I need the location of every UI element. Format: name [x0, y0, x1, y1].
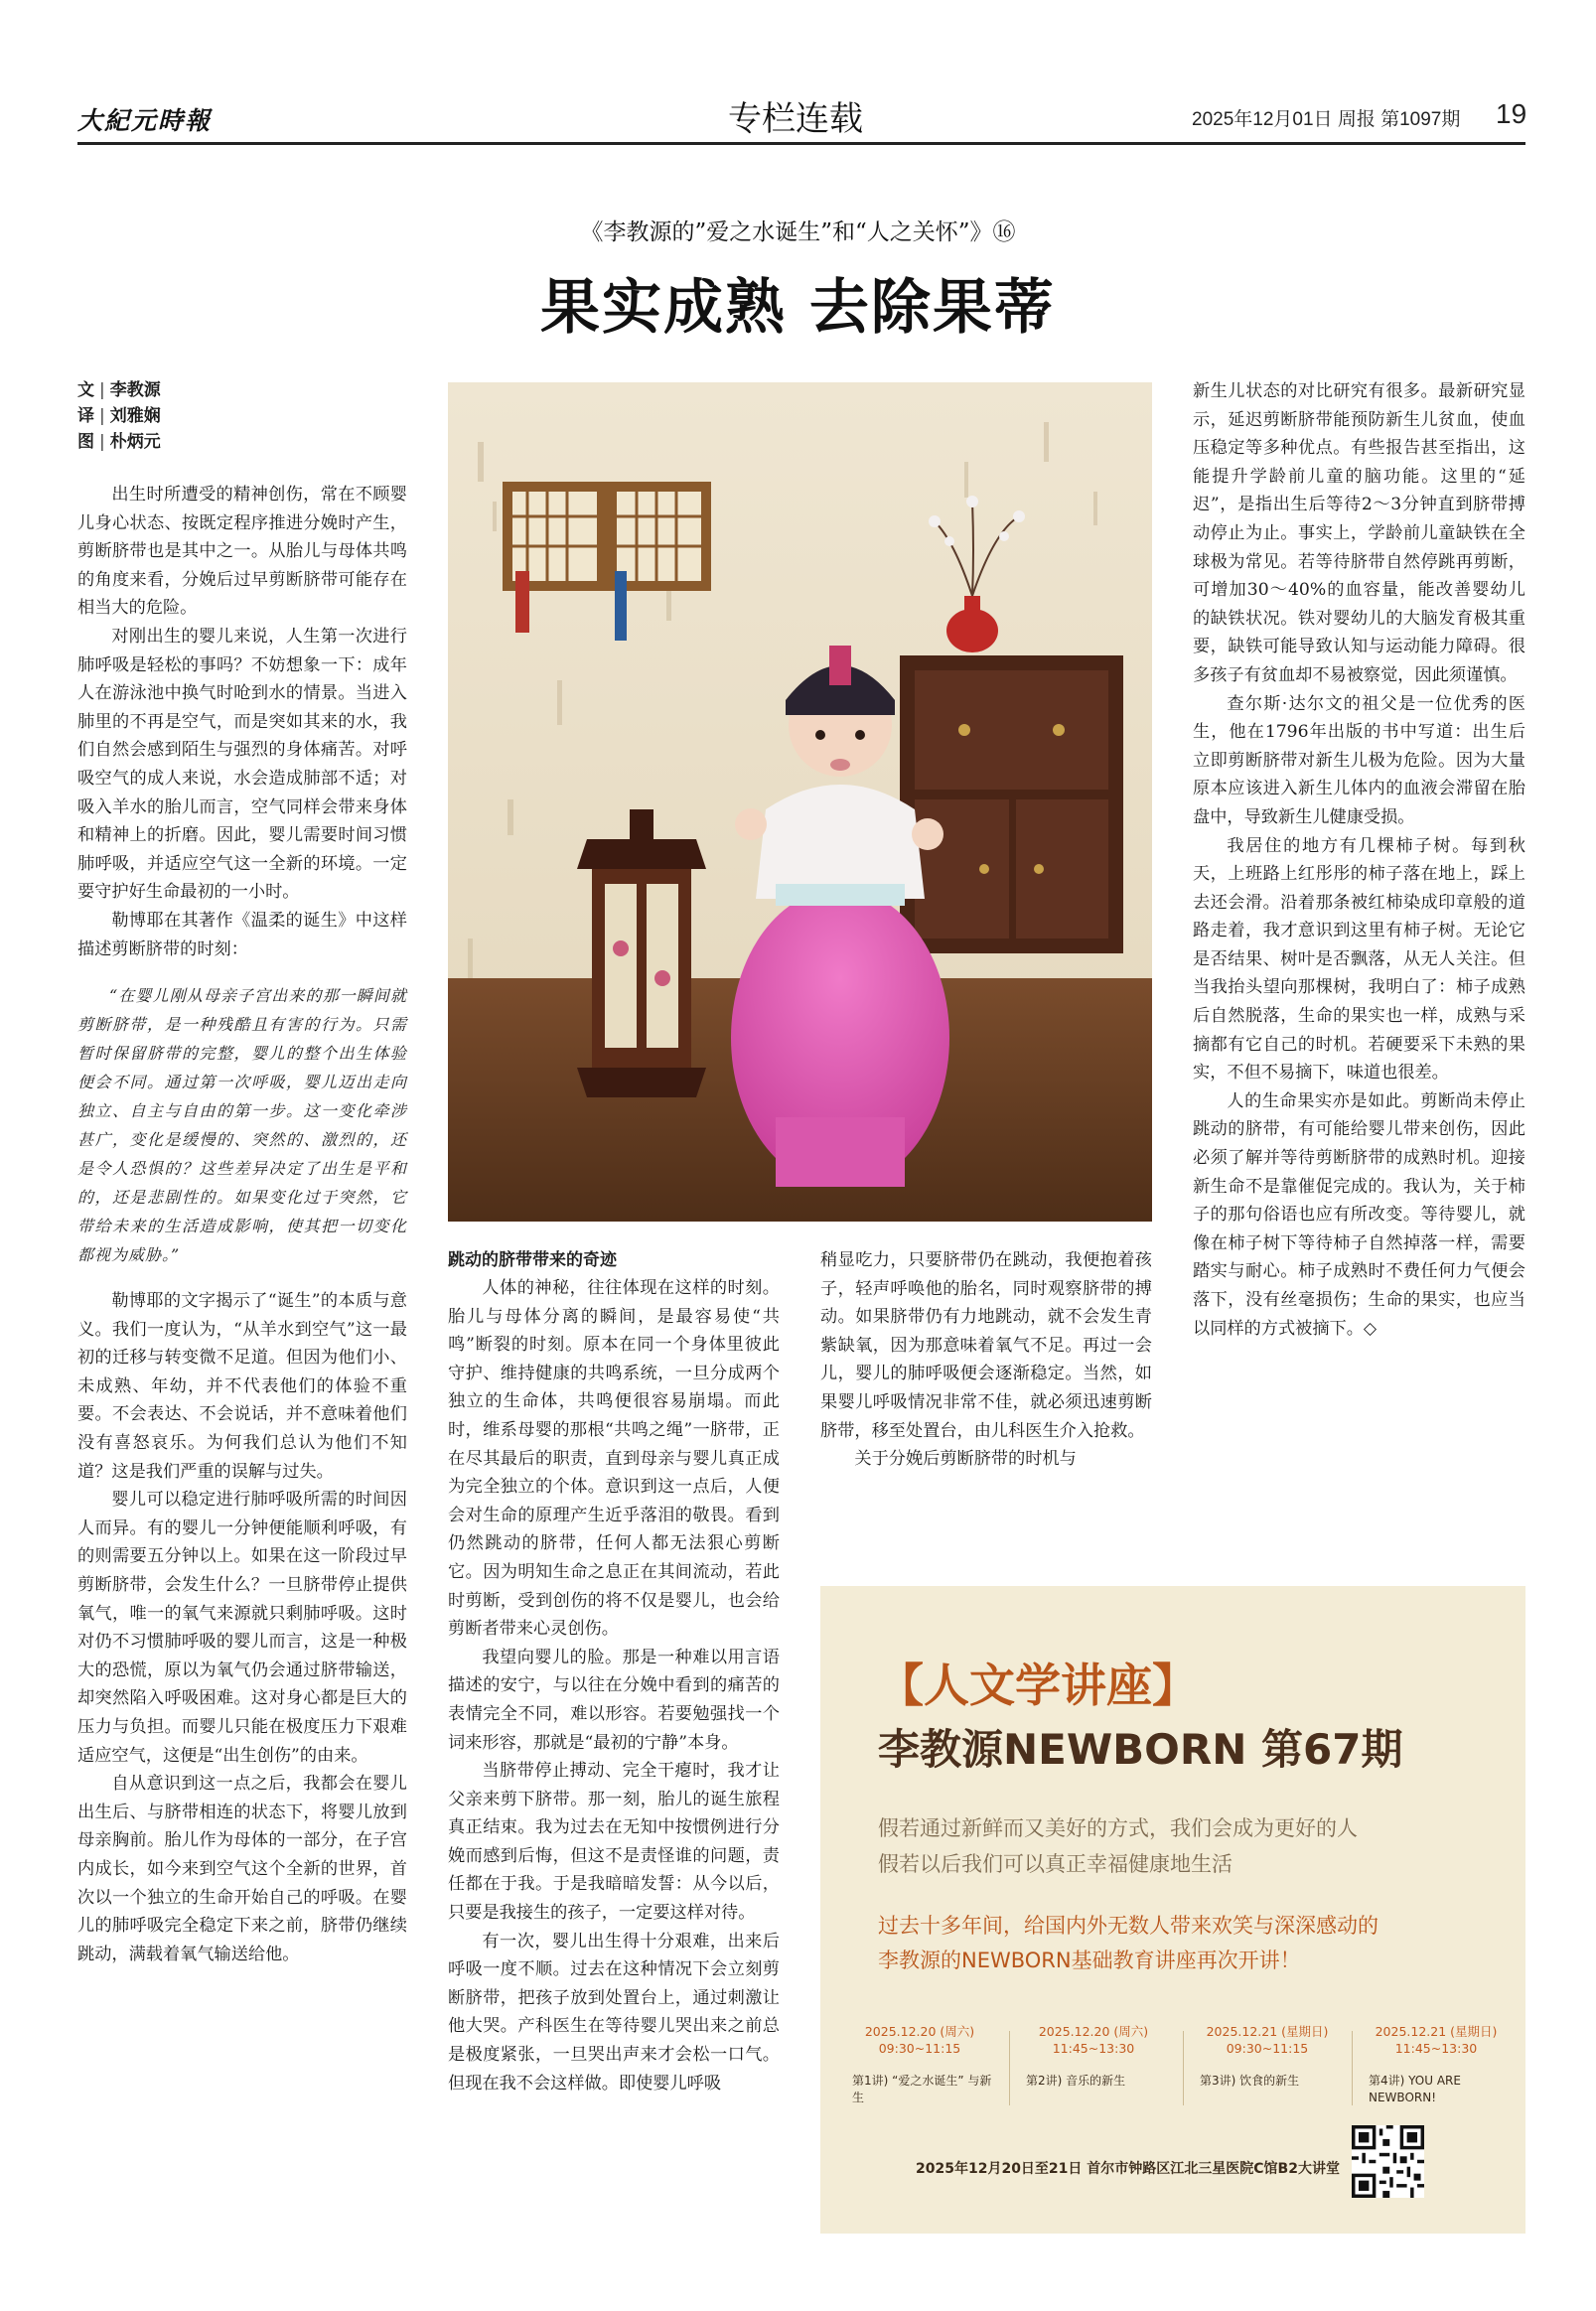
- paragraph: 新生儿状态的对比研究有很多。最新研究显示，延迟剪断脐带能预防新生儿贫血，使血压稳定等多种优点。有些报告甚至指出，这能提升学龄前儿童的脑功能。这里的“延迟”，是指出生后等待2～3分钟直到脐带搏动停止为止。事实上，学龄前儿童缺铁在全球极为常见。若等待脐带自然停跳再剪断，可增加30～40%的血容量，能改善婴幼儿的缺铁状况。铁对婴幼儿的大脑发育极其重要，缺铁可能导致认知与运动能力障碍。很多孩子有贫血却不易被察觉，因此须谨慎。: [1193, 381, 1525, 685]
- session-divider: [1352, 2031, 1353, 2105]
- paragraph: 人体的神秘，往往体现在这样的时刻。胎儿与母体分离的瞬间，是最容易使“共鸣”断裂的时刻。原本在同一个身体里彼此守护、维持健康的共鸣系统，一旦分成两个独立的生命体，共鸣便很容易崩塌。而此时，维系母婴的那根“共鸣之绳”一脐带，正在尽其最后的职责，直到母亲与婴儿真正成为完全独立的个体。意识到这一点后，人便会对生命的原理产生近乎落泪的敬畏。看到仍然跳动的脐带，任何人都无法狠心剪断它。因为明知生命之息正在其间流动，若此时剪断，受到创伤的将不仅是婴儿，也会给剪断者带来心灵创伤。: [448, 1278, 780, 1640]
- ad-announcement: 李教源的NEWBORN基础教育讲座再次开讲！: [878, 1949, 1301, 1972]
- paragraph: 对刚出生的婴儿来说，人生第一次进行肺呼吸是轻松的事吗？不妨想象一下：成年人在游泳池中换气时呛到水的情景。当进入肺里的不再是空气，而是突如其来的水，我们自然会感到陌生与强烈的身体痛苦。对呼吸空气的成人来说，水会造成肺部不适；对吸入羊水的胎儿而言，空气同样会带来身体和精神上的折磨。因此，婴儿需要时间习惯肺呼吸，并适应空气这一全新的环境。一定要守护好生命最初的一小时。: [77, 626, 407, 903]
- block-quote: “在婴儿刚从母亲子宫出来的那一瞬间就剪断脐带，是一种残酷且有害的行为。只需暂时保留脐带的完整，婴儿的整个出生体验便会不同。通过第一次呼吸，婴儿迈出走向独立、自主与自由的第一步。这一变化牵涉甚广，变化是缓慢的、突然的、激烈的，还是令人恐惧的？这些差异决定了出生是平和的，还是悲剧性的。如果变化过于突然，它带给未来的生活造成影响，使其把一切变化都视为威胁。”: [77, 986, 407, 1265]
- ad-venue: 2025年12月20日至21日 首尔市钟路区江北三星医院C馆B2大讲堂: [916, 2161, 1340, 2177]
- qr-code-icon[interactable]: [1352, 2125, 1424, 2198]
- session-divider: [1183, 2031, 1184, 2105]
- lecture-advertisement[interactable]: [820, 1586, 1525, 2234]
- paragraph: 勒博耶在其著作《温柔的诞生》中这样描述剪断脐带的时刻：: [77, 910, 407, 959]
- credit-translator: 译 | 刘雅娴: [77, 406, 161, 426]
- paragraph: 勒博耶的文字揭示了“诞生”的本质与意义。我们一度认为，“从羊水到空气”这一最初的迁移与转变微不足道。但因为他们小、未成熟、年幼，并不代表他们的体验不重要。不会表达、不会说话，并不意味着他们没有喜怒哀乐。为何我们总认为他们不知道？这是我们严重的误解与过失。: [77, 1291, 407, 1482]
- ad-title: 【人文学讲座】: [878, 1659, 1198, 1712]
- paragraph: 当脐带停止搏动、完全干瘪时，我才让父亲来剪下脐带。那一刻，胎儿的诞生旅程真正结束。我为过去在无知中按惯例进行分娩而感到后悔，但这不是责怪谁的问题，责任都在于我。于是我暗暗发誓：从今以后，只要是我接生的孩子，一定要这样对待。: [448, 1761, 780, 1924]
- paragraph: 有一次，婴儿出生得十分艰难，出来后呼吸一度不顺。过去在这种情况下会立刻剪断脐带，把孩子放到处置台上，通过刺激让他大哭。产科医生在等待婴儿哭出来之前总是极度紧张，一旦哭出声来才会松一口气。但现在我不会这样做。即使婴儿呼吸: [448, 1931, 780, 2094]
- masthead-logo: 大紀元時報: [77, 106, 213, 135]
- article-column-3: [820, 1246, 1152, 1474]
- paragraph: 出生时所遭受的精神创伤，常在不顾婴儿身心状态、按既定程序推进分娩时产生，剪断脐带也是其中之一。从胎儿与母体共鸣的角度来看，分娩后过早剪断脐带可能存在相当大的危险。: [77, 485, 407, 619]
- paragraph: 自从意识到这一点之后，我都会在婴儿出生后、与脐带相连的状态下，将婴儿放到母亲胸前。胎儿作为母体的一部分，在子宫内成长，如今来到空气这个全新的世界，首次以一个独立的生命开始自己的呼吸。在婴儿的肺呼吸完全稳定下来之前，脐带仍继续跳动，满载着氧气输送给他。: [77, 1774, 407, 1964]
- paragraph: 人的生命果实亦是如此。剪断尚未停止跳动的脐带，有可能给婴儿带来创伤，因此必须了解并等待剪断脐带的成熟时机。迎接新生命不是靠催促完成的。我认为，关于柿子的那句俗语也应有所改变。等待婴儿，就像在柿子树下等待柿子自然掉落一样，需要踏实与耐心。柿子成熟时不费任何力气便会落下，没有丝毫损伤；生命的果实，也应当以同样的方式被摘下。◇: [1193, 1090, 1525, 1339]
- article-column-1: [77, 377, 407, 1968]
- ad-subtitle: 李教源NEWBORN 第67期: [878, 1725, 1403, 1774]
- paragraph: 稍显吃力，只要脐带仍在跳动，我便抱着孩子，轻声呼唤他的胎名，同时观察脐带的搏动。如果脐带仍有力地跳动，就不会发生青紫缺氧，因为那意味着氧气不足。再过一会儿，婴儿的肺呼吸便会逐渐稳定。当然，如果婴儿呼吸情况非常不佳，就必须迅速剪断脐带，移至处置台，由儿科医生介入抢救。: [820, 1250, 1152, 1441]
- article-column-2: [448, 1246, 780, 2097]
- paragraph: 我望向婴儿的脸。那是一种难以用言语描述的安宁，与以往在分娩中看到的痛苦的表情完全不同，难以形容。若要勉强找一个词来形容，那就是“最初的宁静”本身。: [448, 1647, 780, 1753]
- credit-author: 文 | 李教源: [77, 380, 161, 400]
- headline: 果实成熟 去除果蒂: [540, 273, 1056, 343]
- ad-tagline: 假若以后我们可以真正幸福健康地生活: [878, 1852, 1233, 1876]
- session-4: 2025.12.21 (星期日) 11:45~13:30 第4讲) YOU ARE NEWBORN!: [1369, 2024, 1498, 2104]
- article-column-4: [1193, 377, 1525, 1343]
- paragraph: 关于分娩后剪断脐带的时机与: [854, 1449, 1077, 1470]
- header-rule: [77, 142, 1525, 145]
- byline: [77, 377, 407, 455]
- ad-tagline: 假若通过新鲜而又美好的方式，我们会成为更好的人: [878, 1816, 1358, 1840]
- credit-photographer: 图 | 朴炳元: [77, 432, 161, 452]
- article-photo: [448, 382, 1152, 1222]
- section-title: 专栏连载: [728, 99, 863, 139]
- ad-announcement: 过去十多年间，给国内外无数人带来欢笑与深深感动的: [878, 1914, 1378, 1938]
- issue-date: 2025年12月01日 周报 第1097期: [1192, 109, 1461, 130]
- session-divider: [1009, 2031, 1010, 2105]
- paragraph: 我居住的地方有几棵柿子树。每到秋天，上班路上红彤彤的柿子落在地上，踩上去还会滑。沿着那条被红柿染成印章般的道路走着，我才意识到这里有柿子树。无论它是否结果、树叶是否飘落，从无人关注。但当我抬头望向那棵树，我明白了：柿子成熟后自然脱落，生命的果实也一样，成熟与采摘都有它自己的时机。若硬要采下未熟的果实，不但不易摘下，味道也很差。: [1193, 835, 1525, 1083]
- paragraph: 查尔斯·达尔文的祖父是一位优秀的医生，他在1796年出版的书中写道：出生后立即剪断脐带对新生儿极为危险。因为大量原本应该进入新生儿体内的血液会滞留在胎盘中，导致新生儿健康受损。: [1193, 693, 1525, 827]
- page-number: 19: [1496, 98, 1527, 129]
- subheading: 跳动的脐带带来的奇迹: [448, 1250, 617, 1270]
- session-1: 2025.12.20 (周六) 09:30~11:15 第1讲) “爱之水诞生” 与新生: [852, 2024, 992, 2104]
- photo-baby-hanbok-icon: [448, 382, 1152, 1222]
- series-title: 《李教源的”爱之水诞生”和“人之关怀”》⑯: [580, 219, 1016, 245]
- session-3: 2025.12.21 (星期日) 09:30~11:15 第3讲) 饮食的新生: [1200, 2024, 1329, 2088]
- paragraph: 婴儿可以稳定进行肺呼吸所需的时间因人而异。有的婴儿一分钟便能顺利呼吸，有的则需要五分钟以上。如果在这一阶段过早剪断脐带，会发生什么？一旦脐带停止提供氧气，唯一的氧气来源就只剩肺呼吸。这时对仍不习惯肺呼吸的婴儿而言，这是一种极大的恐慌，原以为氧气仍会通过脐带输送，却突然陷入呼吸困难。这对身心都是巨大的压力与负担。而婴儿只能在极度压力下艰难适应空气，这便是“出生创伤”的由来。: [77, 1490, 407, 1766]
- session-2: 2025.12.20 (周六) 11:45~13:30 第2讲) 音乐的新生: [1026, 2024, 1149, 2088]
